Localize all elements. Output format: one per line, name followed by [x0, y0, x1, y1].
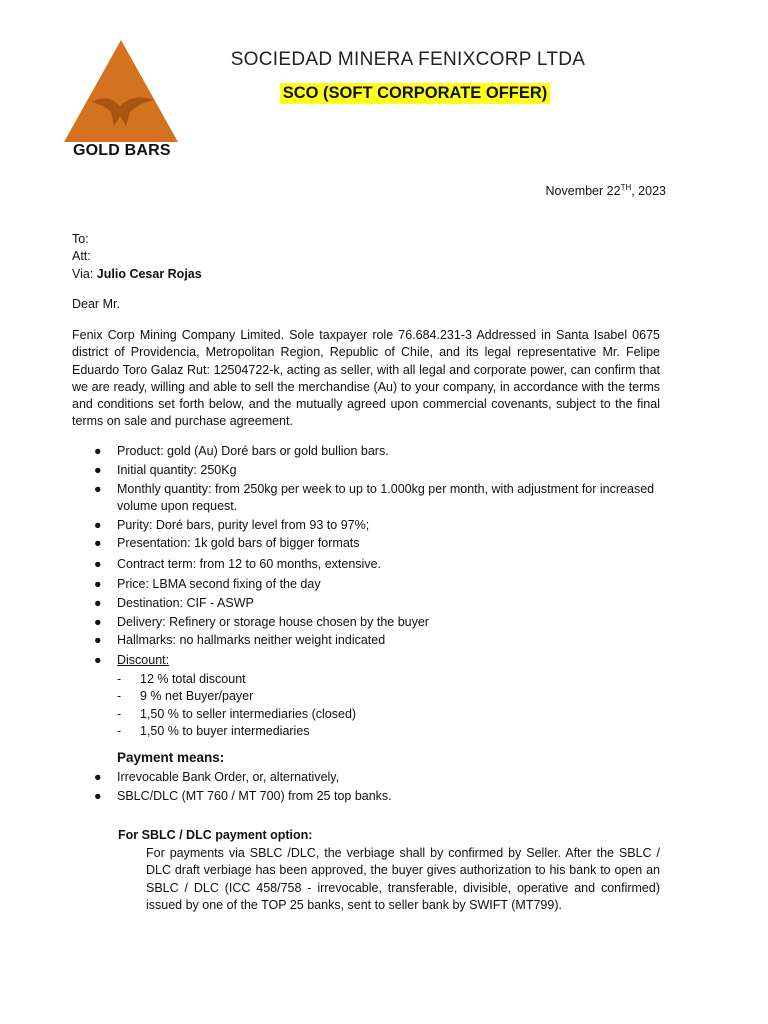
payment-item: ● Irrevocable Bank Order, or, alternatively,: [94, 770, 340, 784]
discount-item: ● Discount:: [94, 652, 170, 667]
discount-line: - 12 % total discount: [117, 672, 246, 687]
payment-means-list: [72, 769, 660, 807]
term-item: ● Destination: CIF - ASWP: [94, 595, 254, 610]
term-item: ● Monthly quantity: from 250kg per week to up to 1.000kg per month, with adjustment for increased volume upon request.: [94, 481, 655, 513]
discount-line: - 1,50 % to seller intermediaries (closed): [117, 706, 357, 721]
salutation: Dear Mr.: [72, 297, 120, 311]
recipient-block: [72, 231, 660, 283]
payment-means-heading: Payment means:: [117, 750, 225, 765]
payment-item: ● SBLC/DLC (MT 760 / MT 700) from 25 top banks.: [94, 789, 392, 804]
term-item: ● Hallmarks: no hallmarks neither weight indicated: [94, 633, 386, 648]
term-item: ● Initial quantity: 250Kg: [94, 462, 237, 477]
discount-list: [72, 671, 662, 740]
terms-list: [72, 443, 662, 740]
discount-line: - 9 % net Buyer/payer: [117, 689, 254, 704]
via-line: Via: Julio Cesar Rojas: [72, 266, 202, 281]
document-type-title: SCO (SOFT CORPORATE OFFER): [280, 83, 551, 104]
discount-line: - 1,50 % to buyer intermediaries: [117, 723, 310, 738]
sblc-heading: For SBLC / DLC payment option:: [118, 828, 313, 842]
to-line: To:: [72, 232, 89, 246]
letter-date: November 22TH, 2023: [545, 183, 666, 199]
sblc-paragraph: For payments via SBLC /DLC, the verbiage shall by confirmed by Seller. After the SBLC / DLC draft verbiage has been approved, the buyer gives authorization to his bank to open an SBLC / DLC (ICC 458/758 - irrevocable, transferable, divisible, operative and confirmed) issued by one of the TOP 25 banks, sent to seller bank by SWIFT (MT799).: [146, 846, 660, 912]
term-item: ● Contract term: from 12 to 60 months, extensive.: [94, 556, 382, 571]
logo-caption: GOLD BARS: [73, 142, 171, 159]
term-item: ● Product: gold (Au) Doré bars or gold bullion bars.: [94, 444, 389, 458]
term-item: ● Price: LBMA second fixing of the day: [94, 577, 321, 592]
intro-paragraph: Fenix Corp Mining Company Limited. Sole taxpayer role 76.684.231-3 Addressed in Santa Isabel 0675 district of Providencia, Metropolitan Region, Republic of Chile, and its legal representative Mr. Felipe Eduardo Toro Galaz Rut: 12504722-k, acting as seller, with all legal and corporate power, can confirm that we are ready, willing and able to sell the merchandise (Au) to your company, in accordance with the terms and conditions set forth below, and the mutually agreed upon commercial covenants, subject to the final terms on sale and purchase agreement.: [72, 328, 660, 429]
company-name: SOCIEDAD MINERA FENIXCORP LTDA: [230, 49, 586, 70]
term-item: ● Presentation: 1k gold bars of bigger formats: [94, 536, 360, 551]
term-item: ● Purity: Doré bars, purity level from 93 to 97%;: [94, 517, 370, 532]
att-line: Att:: [72, 249, 91, 264]
term-item: ● Delivery: Refinery or storage house chosen by the buyer: [94, 614, 429, 629]
